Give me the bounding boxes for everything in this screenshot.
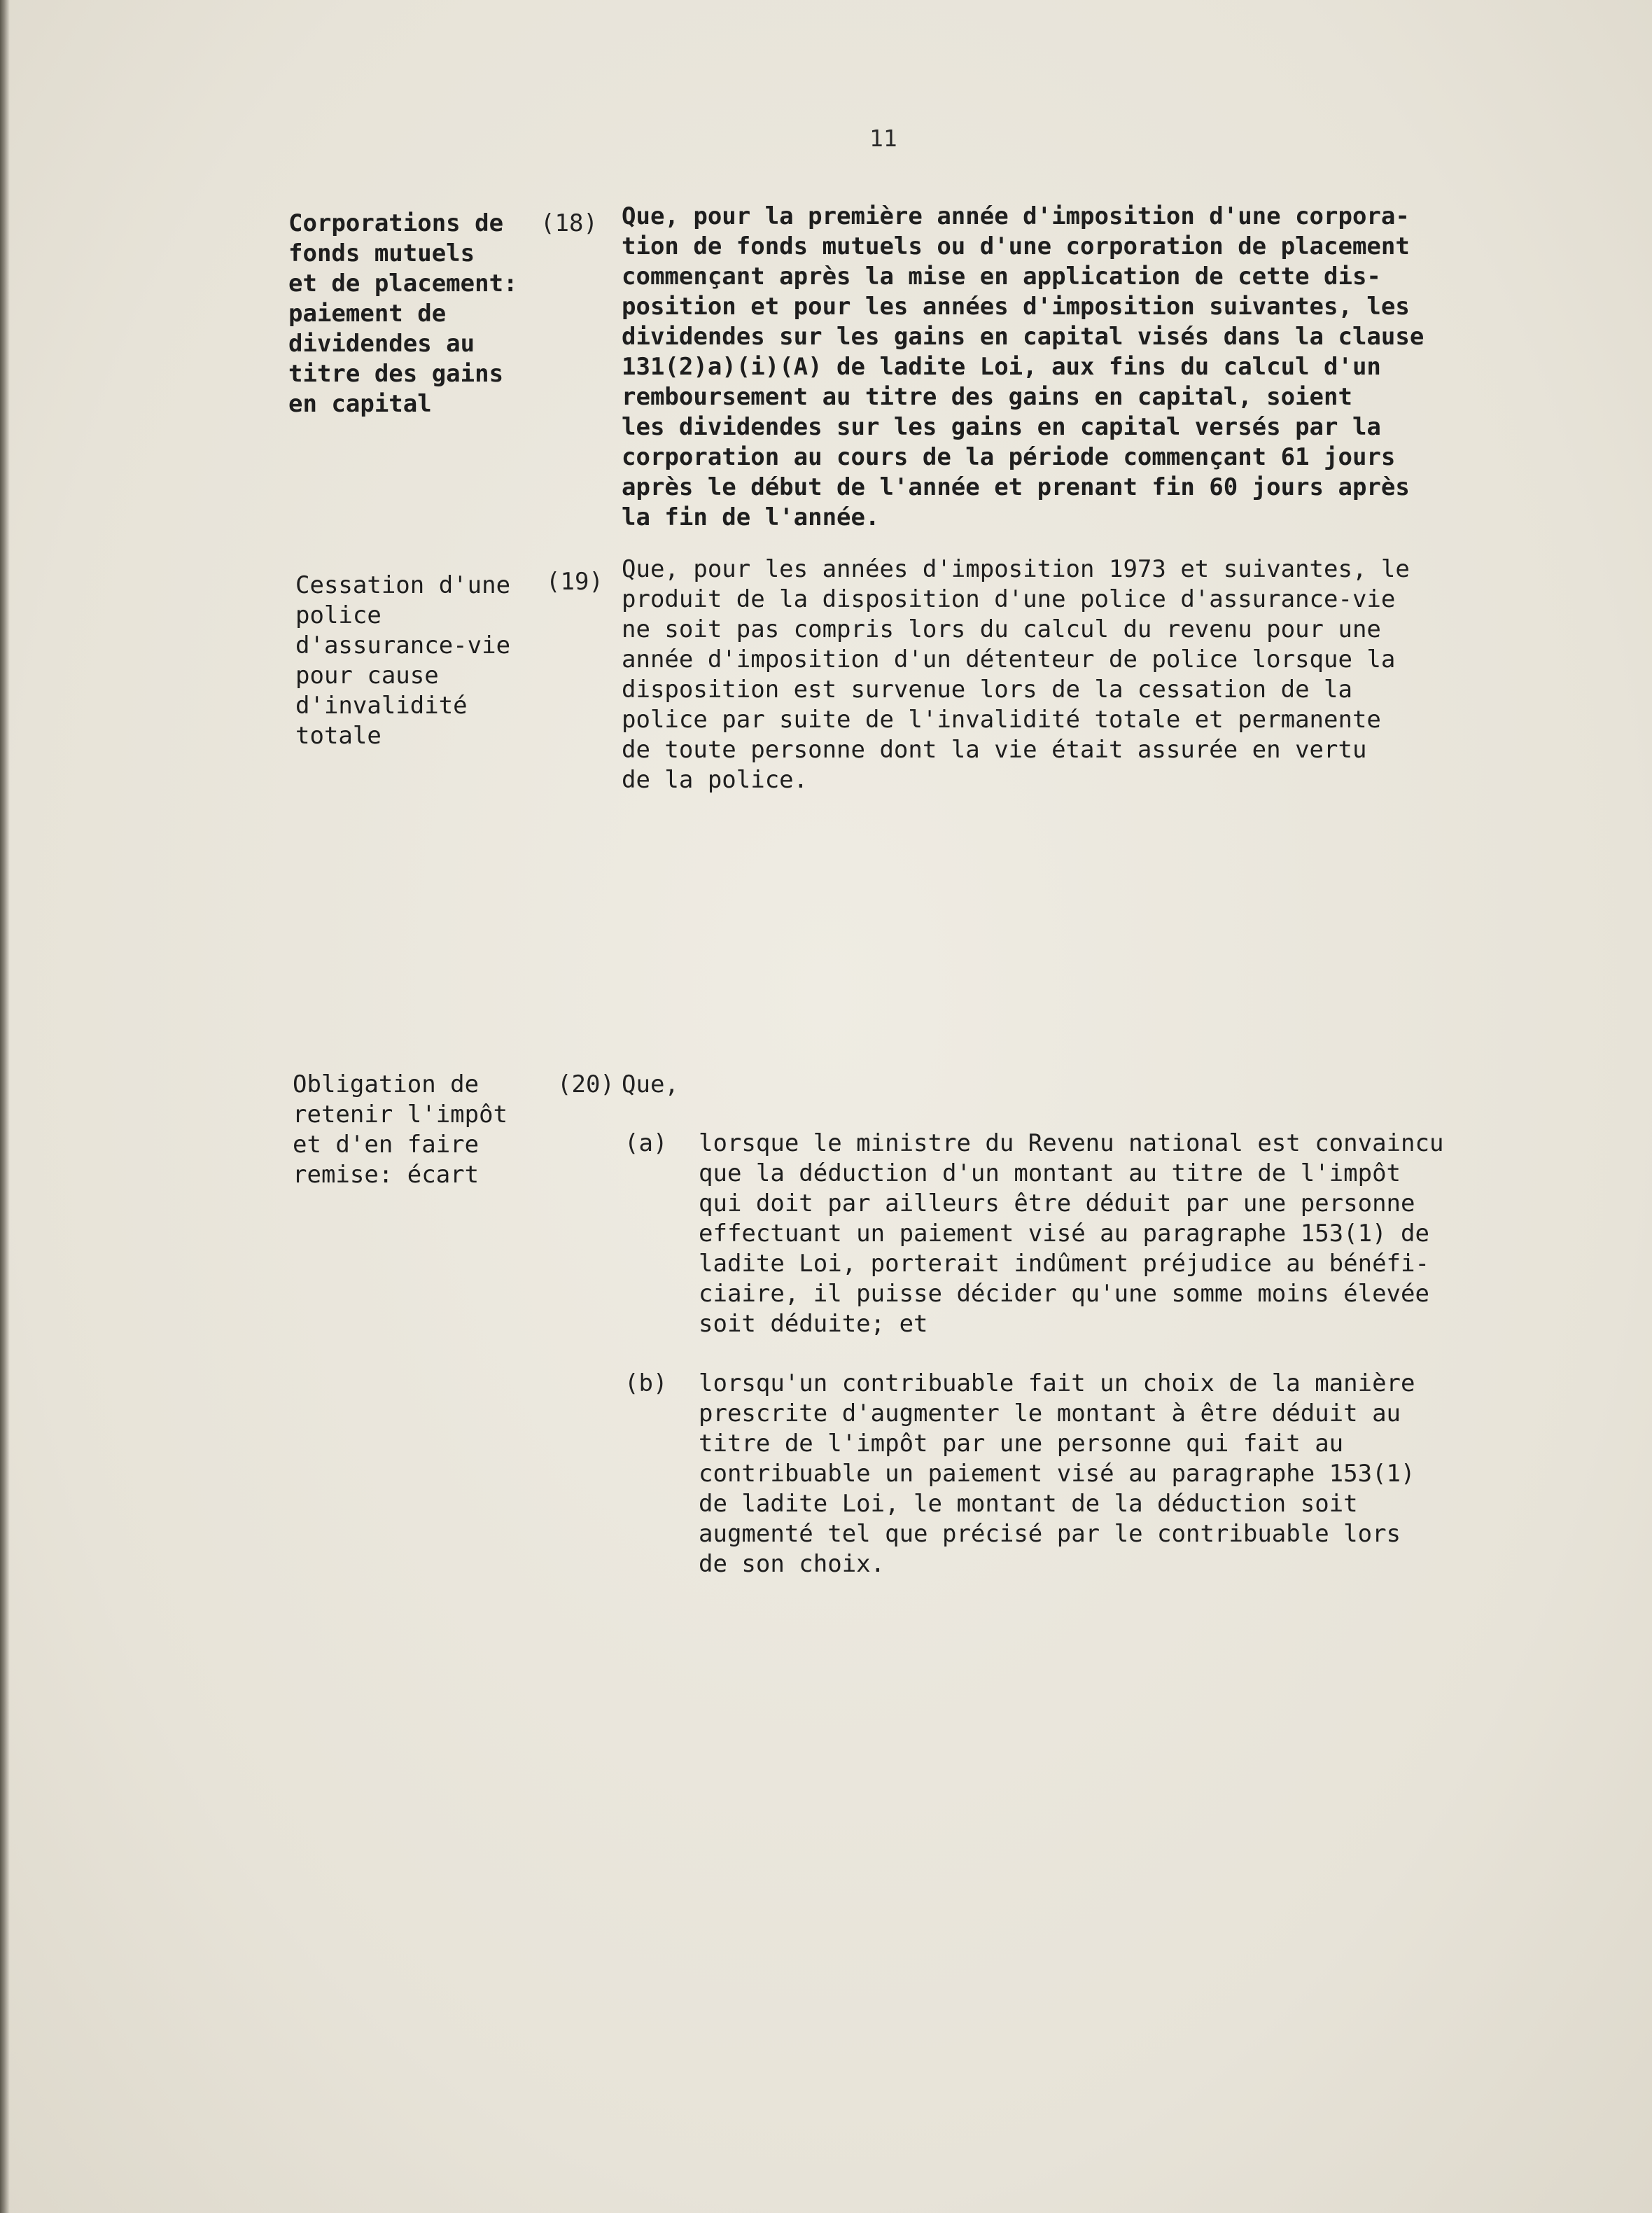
- paragraph-number-18: (18): [540, 209, 598, 237]
- paragraph-text-18: Que, pour la première année d'imposition d'une corpora- tion de fonds mutuels ou d'une corporation de placement commençant après la mise en application de cette dis- position et pour les années d'imposition suivantes, les dividendes sur les gains en capital visés dans la clause 131(2)a)(i)(A) de ladite Loi, aux fins du calcul d'un remboursement au titre des gains en capital, soient les dividendes sur les gains en capital versés par la corporation au cours de la période commençant 61 jours après le début de l'année et prenant fin 60 jours après la fin de l'année.: [622, 202, 1424, 531]
- paragraph-number-19: (19): [546, 568, 603, 596]
- item-label-a: (a): [624, 1129, 668, 1157]
- paragraph-intro-20: Que,: [622, 1070, 679, 1098]
- item-text-a: lorsque le ministre du Revenu national est convaincu que la déduction d'un montant au titre de l'impôt qui doit par ailleurs être déduit par une personne effectuant un paiement visé au paragraphe 153(1) de ladite Loi, porterait indûment préjudice au bénéfi- ciaire, il puisse décider qu'une somme moins élevée soit déduite; et: [699, 1129, 1444, 1338]
- item-label-b: (b): [624, 1369, 668, 1397]
- margin-note-19: Cessation d'une police d'assurance-vie pour cause d'invalidité totale: [295, 571, 511, 750]
- page-binding-edge: [0, 0, 10, 2213]
- margin-note-20: Obligation de retenir l'impôt et d'en faire remise: écart: [293, 1070, 508, 1189]
- paragraph-text-19: Que, pour les années d'imposition 1973 et suivantes, le produit de la disposition d'une police d'assurance-vie ne soit pas compris lors du calcul du revenu pour une année d'imposition d'un détenteur de police lorsque la disposition est survenue lors de la cessation de la police par suite de l'invalidité totale et permanente de toute personne dont la vie était assurée en vertu de la police.: [622, 555, 1410, 794]
- page-number: 11: [869, 125, 897, 152]
- margin-note-18: Corporations de fonds mutuels et de placement: paiement de dividendes au titre des gains en capital: [288, 209, 518, 418]
- item-text-b: lorsqu'un contribuable fait un choix de la manière prescrite d'augmenter le montant à être déduit au titre de l'impôt par une personne qui fait au contribuable un paiement visé au paragraphe 153(1) de ladite Loi, le montant de la déduction soit augmenté tel que précisé par le contribuable lors de son choix.: [699, 1369, 1415, 1578]
- paragraph-number-20: (20): [557, 1070, 615, 1098]
